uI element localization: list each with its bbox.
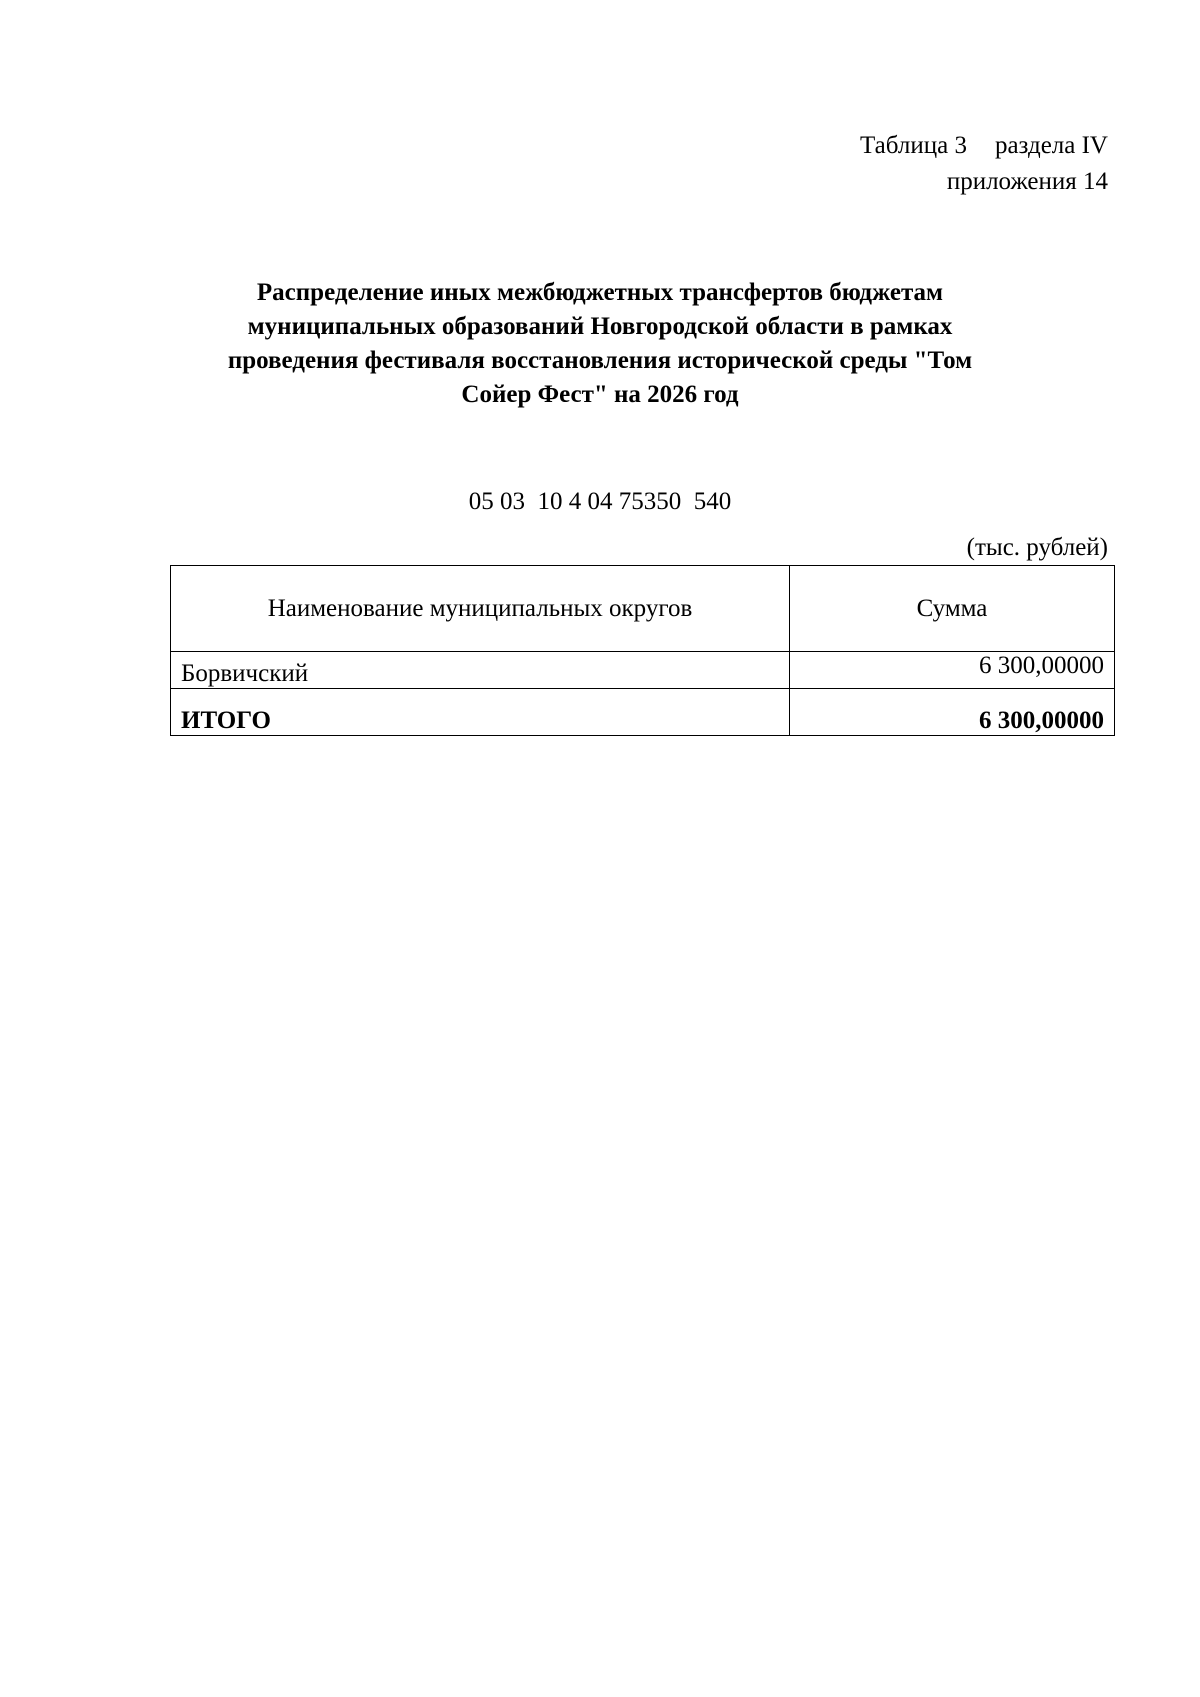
total-sum: 6 300,00000 (790, 689, 1115, 736)
reference-section-label: раздела IV (994, 132, 1108, 159)
title-line: проведения фестиваля восстановления исторической среды "Том (227, 347, 973, 374)
units-label: (тыс. рублей) (966, 534, 1108, 561)
allocation-table (170, 565, 1115, 736)
header-sum: Сумма (790, 566, 1115, 652)
reference-table-section (860, 128, 1108, 164)
reference-table-label: Таблица 3 (860, 132, 967, 159)
total-row (171, 689, 1115, 736)
header-name: Наименование муниципальных округов (171, 566, 790, 652)
table-header-row (171, 566, 1115, 652)
total-label: ИТОГО (171, 689, 790, 736)
title-line: Распределение иных межбюджетных трансфертов бюджетам (256, 279, 944, 306)
budget-classification-code: 05 03 10 4 04 75350 540 (468, 488, 732, 515)
title-line: Сойер Фест" на 2026 год (461, 381, 739, 408)
table-row (171, 652, 1115, 689)
row-sum: 6 300,00000 (790, 652, 1115, 689)
row-district-name: Борвичский (171, 652, 790, 689)
title-line: муниципальных образований Новгородской области в рамках (247, 313, 953, 340)
reference-appendix: приложения 14 (946, 168, 1108, 195)
document-title (180, 276, 1020, 412)
